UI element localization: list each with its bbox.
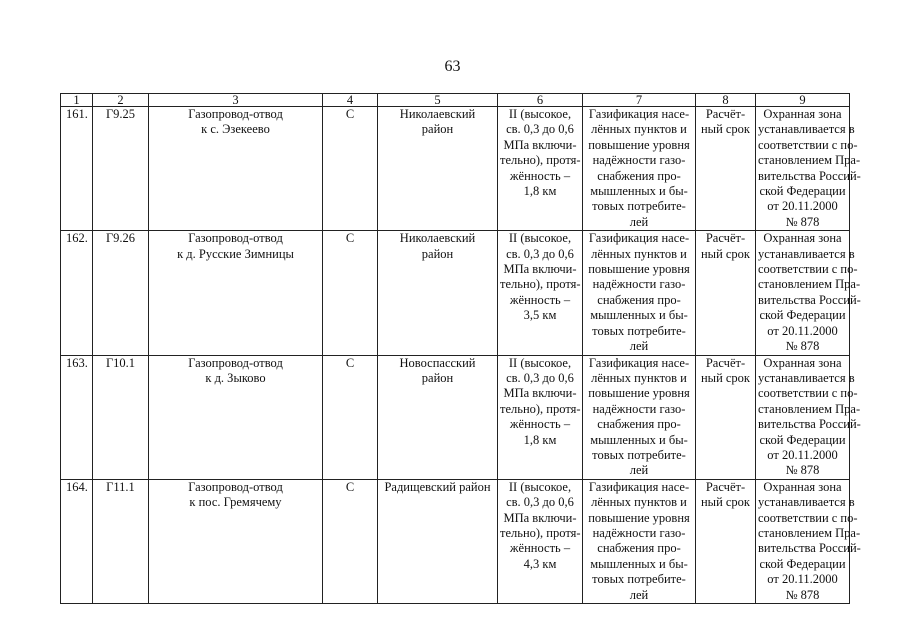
cell-line: Расчёт- (705, 231, 746, 246)
cell-line: лённых пунктов и (591, 246, 687, 261)
status-cell: С (323, 231, 378, 355)
cell-line: Расчёт- (705, 355, 746, 370)
cell-line: II (высокое, (508, 231, 572, 246)
cell-line: к д. Русские Зимницы (177, 246, 294, 261)
cell-line: жённость – (509, 292, 571, 307)
cell-line: № 878 (785, 587, 820, 602)
cell-line: св. 0,3 до 0,6 (506, 370, 574, 385)
cell-line: от 20.11.2000 (767, 323, 838, 338)
cell-line: лей (629, 587, 649, 602)
cell-line: товых потребите- (592, 323, 686, 338)
cell-line: тельно), протя- (500, 525, 581, 540)
cell-line: лей (629, 463, 649, 478)
cell-line: Газопровод-отвод (188, 107, 283, 121)
purpose-cell (583, 479, 696, 603)
table-row (61, 107, 850, 231)
cell-line: 1,8 км (523, 184, 557, 199)
object-code-cell: Г11.1 (93, 479, 149, 603)
cell-line: к д. Зыково (205, 370, 266, 385)
cell-line: вительства Россий- (758, 541, 861, 556)
header-col-3: 3 (149, 94, 323, 107)
cell-line: II (высокое, (508, 107, 572, 121)
cell-line: 3,5 км (523, 308, 557, 323)
protection-zone-cell (756, 355, 861, 479)
cell-line: вительства Россий- (758, 168, 861, 183)
cell-line: Расчёт- (705, 107, 746, 121)
cell-line: вительства Россий- (758, 292, 861, 307)
cell-line: устанавливается в (758, 495, 855, 510)
cell-line: становлением Пра- (758, 401, 861, 416)
cell-line: соответствии с по- (758, 510, 858, 525)
row-number-cell: 162. (61, 231, 93, 355)
cell-line: жённость – (509, 168, 571, 183)
cell-line: 1,8 км (523, 432, 557, 447)
cell-line: ской Федерации (759, 308, 846, 323)
parameters-cell (498, 231, 583, 355)
status-cell: С (323, 107, 378, 231)
cell-line: соответствии с по- (758, 386, 858, 401)
protection-zone-cell (756, 479, 861, 603)
cell-line: МПа включи- (503, 262, 577, 277)
protection-zone-cell (756, 107, 861, 231)
cell-line: МПа включи- (503, 386, 577, 401)
cell-line: район (421, 246, 454, 261)
purpose-cell (583, 107, 696, 231)
header-col-2: 2 (93, 94, 149, 107)
table-row (61, 479, 850, 603)
cell-line: надёжности газо- (592, 401, 686, 416)
cell-line: Газопровод-отвод (188, 231, 283, 246)
cell-line: мышленных и бы- (590, 184, 688, 199)
cell-line: тельно), протя- (500, 401, 581, 416)
cell-line: № 878 (785, 214, 820, 229)
status-cell: С (323, 355, 378, 479)
cell-line: от 20.11.2000 (767, 199, 838, 214)
header-col-1: 1 (61, 94, 93, 107)
parameters-cell (498, 107, 583, 231)
cell-line: к с. Эзекеево (201, 122, 270, 137)
cell-line: мышленных и бы- (590, 308, 688, 323)
cell-line: ской Федерации (759, 556, 846, 571)
term-cell (696, 355, 756, 479)
district-cell (378, 231, 498, 355)
term-cell (696, 479, 756, 603)
page-number: 63 (444, 58, 461, 75)
cell-line: снабжения про- (597, 541, 681, 556)
cell-line: Газопровод-отвод (188, 479, 283, 494)
object-name-cell (149, 355, 323, 479)
cell-line: товых потребите- (592, 199, 686, 214)
row-number-cell: 161. (61, 107, 93, 231)
cell-line: ской Федерации (759, 432, 846, 447)
cell-line: товых потребите- (592, 572, 686, 587)
object-code-cell: Г9.25 (93, 107, 149, 231)
cell-line: Газификация насе- (588, 231, 690, 246)
table-row (61, 231, 850, 355)
cell-line: МПа включи- (503, 137, 577, 152)
cell-line: повышение уровня (588, 386, 690, 401)
status-cell: С (323, 479, 378, 603)
cell-line: соответствии с по- (758, 262, 858, 277)
object-name-cell (149, 231, 323, 355)
cell-line: Газификация насе- (588, 479, 690, 494)
cell-line: повышение уровня (588, 262, 690, 277)
cell-line: район (421, 370, 454, 385)
cell-line: № 878 (785, 463, 820, 478)
cell-line: мышленных и бы- (590, 432, 688, 447)
header-col-5: 5 (378, 94, 498, 107)
table-row (61, 355, 850, 479)
cell-line: Газификация насе- (588, 107, 690, 121)
cell-line: св. 0,3 до 0,6 (506, 246, 574, 261)
cell-line: II (высокое, (508, 355, 572, 370)
object-name-cell (149, 107, 323, 231)
cell-line: 4,3 км (523, 556, 557, 571)
parameters-cell (498, 479, 583, 603)
gas-pipeline-table (60, 93, 861, 604)
cell-line: Николаевский (399, 231, 476, 246)
cell-line: устанавливается в (758, 246, 855, 261)
cell-line: жённость – (509, 417, 571, 432)
header-col-4: 4 (323, 94, 378, 107)
cell-line: от 20.11.2000 (767, 447, 838, 462)
cell-line: надёжности газо- (592, 525, 686, 540)
cell-line: вительства Россий- (758, 417, 861, 432)
cell-line: лённых пунктов и (591, 122, 687, 137)
cell-line: тельно), протя- (500, 277, 581, 292)
term-cell (696, 231, 756, 355)
cell-line: Охранная зона (763, 107, 842, 121)
cell-line: лённых пунктов и (591, 370, 687, 385)
cell-line: становлением Пра- (758, 153, 861, 168)
cell-line: лённых пунктов и (591, 495, 687, 510)
cell-line: № 878 (785, 339, 820, 354)
cell-line: Газопровод-отвод (188, 355, 283, 370)
district-cell (378, 479, 498, 603)
cell-line: ный срок (700, 122, 751, 137)
cell-line: Охранная зона (763, 231, 842, 246)
cell-line: мышленных и бы- (590, 556, 688, 571)
header-col-6: 6 (498, 94, 583, 107)
cell-line: св. 0,3 до 0,6 (506, 495, 574, 510)
protection-zone-cell (756, 231, 861, 355)
cell-line: устанавливается в (758, 122, 855, 137)
header-col-7: 7 (583, 94, 696, 107)
term-cell (696, 107, 756, 231)
cell-line: ный срок (700, 495, 751, 510)
object-code-cell: Г10.1 (93, 355, 149, 479)
table-body (61, 107, 861, 604)
row-number-cell: 163. (61, 355, 93, 479)
cell-line: надёжности газо- (592, 153, 686, 168)
cell-line: Николаевский (399, 107, 476, 121)
cell-line: Радищевский район (384, 479, 491, 494)
header-row (61, 94, 850, 107)
cell-line: МПа включи- (503, 510, 577, 525)
cell-line: к пос. Гремячему (189, 495, 282, 510)
cell-line: товых потребите- (592, 447, 686, 462)
cell-line: ный срок (700, 246, 751, 261)
cell-line: повышение уровня (588, 510, 690, 525)
cell-line: от 20.11.2000 (767, 572, 838, 587)
district-cell (378, 355, 498, 479)
cell-line: лей (629, 339, 649, 354)
cell-line: II (высокое, (508, 479, 572, 494)
purpose-cell (583, 355, 696, 479)
cell-line: снабжения про- (597, 168, 681, 183)
cell-line: лей (629, 214, 649, 229)
parameters-cell (498, 355, 583, 479)
cell-line: ный срок (700, 370, 751, 385)
cell-line: соответствии с по- (758, 137, 858, 152)
object-code-cell: Г9.26 (93, 231, 149, 355)
cell-line: Охранная зона (763, 479, 842, 494)
purpose-cell (583, 231, 696, 355)
cell-line: тельно), протя- (500, 153, 581, 168)
cell-line: повышение уровня (588, 137, 690, 152)
row-number-cell: 164. (61, 479, 93, 603)
cell-line: Газификация насе- (588, 355, 690, 370)
cell-line: Охранная зона (763, 355, 842, 370)
district-cell (378, 107, 498, 231)
cell-line: район (421, 122, 454, 137)
cell-line: св. 0,3 до 0,6 (506, 122, 574, 137)
cell-line: Новоспасский (399, 355, 476, 370)
cell-line: жённость – (509, 541, 571, 556)
cell-line: становлением Пра- (758, 277, 861, 292)
cell-line: снабжения про- (597, 292, 681, 307)
cell-line: устанавливается в (758, 370, 855, 385)
cell-line: снабжения про- (597, 417, 681, 432)
cell-line: ской Федерации (759, 184, 846, 199)
cell-line: Расчёт- (705, 479, 746, 494)
cell-line: надёжности газо- (592, 277, 686, 292)
header-col-8: 8 (696, 94, 756, 107)
cell-line: становлением Пра- (758, 525, 861, 540)
header-col-9: 9 (756, 94, 850, 107)
object-name-cell (149, 479, 323, 603)
